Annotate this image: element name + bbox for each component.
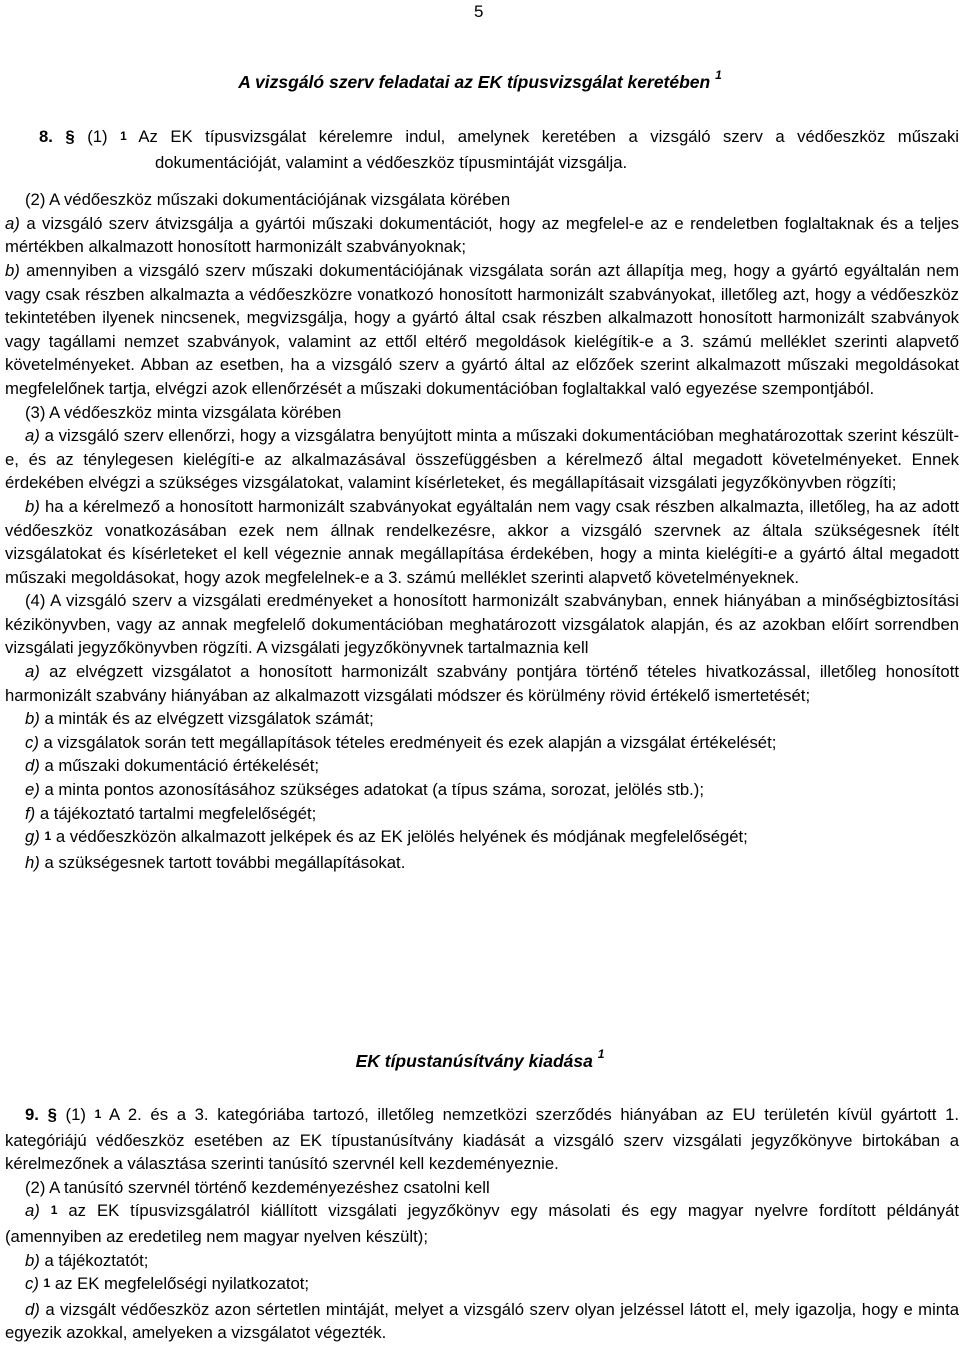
paragraph-8-4-intro: (4) A vizsgáló szerv a vizsgálati eredményeket a honosított harmonizált szabványban, ennek hiányában a minőségbiztosítási kézikönyvben, vagy az annak megfelelő dokumentációban meghatározott vizsgálatok alapján, és az azokban előírt sorrendben vizsgálati jegyzőkönyvben rögzíti. A vizsgálati jegyzőkönyvnek tartalmaznia kell (5, 591, 959, 658)
paragraph-8-2-b (5, 259, 959, 401)
list-item (5, 851, 959, 875)
section-heading-2-text: EK típustanúsítvány kiadása (355, 1050, 593, 1071)
item-label: b) (25, 496, 40, 516)
item-text: a védőeszközön alkalmazott jelképek és az EK jelölés helyének és módjának megfelelőségét; (55, 827, 748, 847)
list-item (5, 731, 959, 755)
item-text: a minta pontos azonosításához szükséges adatokat (a típus száma, sorozat, jelölés stb.); (44, 780, 704, 800)
item-text: ha a kérelmező a honosított harmonizált szabványokat egyáltalán nem vagy csak részben alkalmazta, illetőleg, ha az adott védőeszköz vonatkozásában ezek nem állnak rendelkezésre, akkor a vizsgáló szervnek az általa szükségesnek ítélt vizsgálatokat és kísérleteket el kell végeznie annak megállapítása érdekében, hogy a minta kielégíti-e a gyártó által megadott műszaki megoldásokat, hogy azok megfelelnek-e a 3. számú melléklet szerinti alapvető követelményeknek. (5, 496, 959, 587)
section-sign: § (47, 1105, 57, 1124)
subsection-mark: (1) (87, 127, 108, 146)
item-label: c) (25, 732, 39, 752)
subsection-mark: (1) (65, 1105, 86, 1124)
item-text: a vizsgálatok során tett megállapítások tételes eredményeit és ezek alapján a vizsgálat értékelését; (43, 732, 777, 752)
item-label: a) (25, 426, 40, 446)
page-number: 5 (474, 2, 484, 21)
item-label: h) (25, 852, 40, 872)
item-text: az EK típusvizsgálatról kiállított vizsgálati jegyzőkönyv egy másolati és egy magyar nyelvre fordított példányát (amennyiben az eredetileg nem magyar nyelven készült); (5, 1201, 960, 1246)
list-item (5, 825, 959, 851)
list-item (5, 707, 959, 731)
list-item (5, 1298, 959, 1345)
footnote-marker: 1 (44, 829, 52, 844)
item-label: e) (25, 780, 40, 800)
paragraph-9-2-list (5, 1199, 959, 1345)
paragraph-9-1 (5, 1103, 959, 1176)
item-label: f) (25, 803, 36, 823)
item-text: a vizsgált védőeszköz azon sértetlen mintáját, melyet a vizsgáló szerv olyan jelzéssel látott el, mely igazolja, hogy e minta egyezik azokkal, amelyeken a vizsgálatot végezték. (5, 1299, 959, 1343)
footnote-marker: 1 (715, 68, 722, 82)
paragraph-8-3-intro: (3) A védőeszköz minta vizsgálata körében (25, 402, 342, 422)
list-item (5, 802, 959, 826)
paragraph-8-4-list (5, 660, 959, 874)
paragraph-8-3-a (5, 424, 959, 495)
section-heading-2 (0, 1049, 960, 1072)
paragraph-text: Az EK típusvizsgálat kérelemre indul, amelynek keretében a vizsgáló szerv a védőeszköz műszaki dokumentációját, valamint a védőeszköz típusmintáját vizsgálja. (138, 127, 959, 172)
item-text: a vizsgáló szerv átvizsgálja a gyártói műszaki dokumentációt, hogy az megfelel-e az e rendeletben foglaltaknak és a teljes mértékben alkalmazott honosított harmonizált szabványoknak; (5, 213, 959, 257)
paragraph-9-2-intro: (2) A tanúsító szervnél történő kezdeményezéshez csatolni kell (25, 1177, 490, 1197)
paragraph-8-3-b (5, 495, 959, 589)
footnote-marker: 1 (597, 1047, 605, 1061)
item-label: a) (25, 662, 40, 682)
item-label: b) (25, 709, 40, 729)
list-item (5, 778, 959, 802)
item-text: a minták és az elvégzett vizsgálatok számát; (44, 709, 374, 729)
footnote-marker: 1 (50, 1203, 58, 1218)
item-text: az elvégzett vizsgálatot a honosított harmonizált szabvány pontjára történő tételes hivatkozással, illetőleg honosított harmonizált szabvány hiányában az alkalmazott vizsgálati módszer és körülmény rövid értékelő ismertetését; (5, 662, 959, 705)
paragraph-8-2-intro: (2) A védőeszköz műszaki dokumentációjának vizsgálata körében (25, 190, 511, 210)
item-text: a műszaki dokumentáció értékelését; (44, 756, 320, 776)
section-sign: § (65, 127, 75, 146)
item-label: a) (25, 1201, 40, 1221)
item-label: b) (25, 1250, 40, 1270)
item-label: b) (5, 260, 20, 280)
list-item (5, 1199, 959, 1248)
paragraph-8 (5, 125, 959, 874)
list-item (5, 754, 959, 778)
item-label: c) (25, 1274, 39, 1294)
item-text: a szükségesnek tartott további megállapításokat. (44, 852, 406, 872)
footnote-marker: 1 (94, 1107, 102, 1121)
item-text: amennyiben a vizsgáló szerv műszaki dokumentációjának vizsgálata során azt állapítja meg, hogy a gyártó egyáltalán nem vagy csak részben alkalmazta a védőeszközre vonatkozó honosított harmonizált szabványokat, illetőleg azt, hogy a védőeszköz tekintetében ilyenek nincsenek, megvizsgálja, hogy a gyártó által csak részben alkalmazott honosított harmonizált szabványok vagy tagállami nemzet szabványok, valamint az ettől eltérő megoldások kielégítik-e a 3. számú melléklet szerinti alapvető követelményeket. (5, 260, 960, 375)
paragraph-text: A 2. és a 3. kategóriába tartozó, illetőleg nemzetközi szerződés hiányában az EU területén kívül gyártott 1. kategóriájú védőeszköz esetében az EK típustanúsítvány kiadását a vizsgáló szerv vizsgálati jegyzőkönyve birtokában a kérelmezőnek a választása szerinti tanúsító szervnél kell kezdeményeznie. (5, 1105, 959, 1174)
footnote-marker: 1 (120, 129, 127, 143)
paragraph-9 (5, 1103, 959, 1345)
section-heading-1 (0, 70, 960, 93)
item-text: a tájékoztatót; (44, 1250, 149, 1270)
item-text: a tájékoztató tartalmi megfelelőségét; (39, 803, 317, 823)
paragraph-text: Abban az esetben, ha a vizsgáló szerv a gyártó által az előzőek szerint alkalmazott műszaki megoldásokat megfelelőnek tartja, elvégzi azok ellenőrzését a műszaki dokumentációban foglaltakkal való egyezése szempontjából. (5, 355, 959, 398)
list-item (5, 1272, 959, 1298)
paragraph-8-2-a (5, 212, 959, 259)
item-label: g) (25, 827, 40, 847)
item-label: a) (5, 213, 20, 233)
paragraph-number: 9. (25, 1105, 39, 1124)
item-label: d) (25, 756, 40, 776)
section-heading-1-text: A vizsgáló szerv feladatai az EK típusvizsgálat keretében (238, 71, 711, 92)
list-item (5, 1249, 959, 1273)
footnote-marker: 1 (43, 1276, 51, 1291)
paragraph-number: 8. (39, 127, 53, 146)
list-item (5, 660, 959, 707)
paragraph-8-1 (5, 125, 959, 174)
item-text: az EK megfelelőségi nyilatkozatot; (54, 1274, 310, 1294)
item-text: a vizsgáló szerv ellenőrzi, hogy a vizsgálatra benyújtott minta a műszaki dokumentációban meghatározottak szerint készült-e, és az ténylegesen kielégíti-e az alkalmazásával összefüggésben a kérelmező által megadott követelményeket. Ennek érdekében elvégzi a szükséges vizsgálatokat, valamint kísérleteket, és megállapításait vizsgálati jegyzőkönyvben rögzíti; (5, 426, 959, 493)
item-label: d) (25, 1299, 40, 1319)
